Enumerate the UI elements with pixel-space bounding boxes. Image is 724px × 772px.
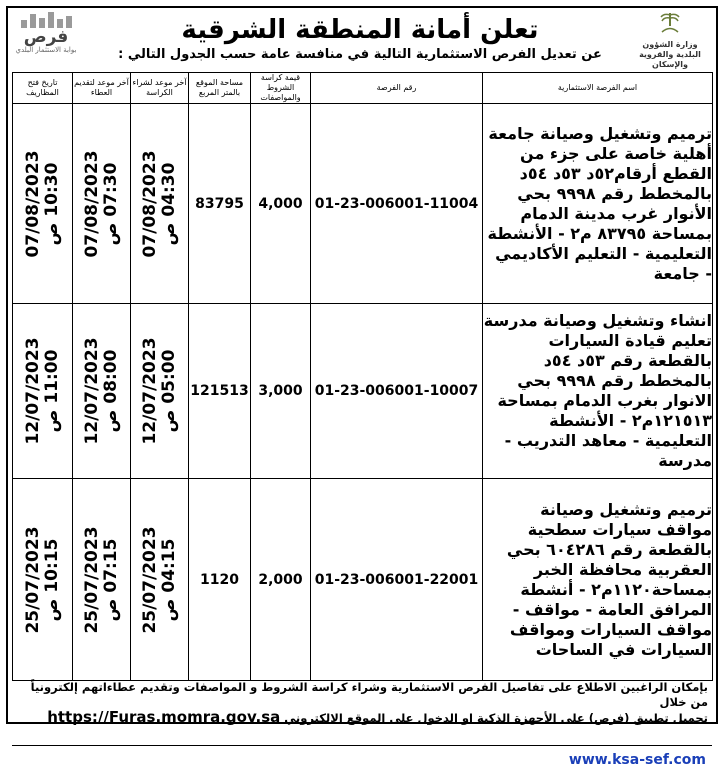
ministry-logo-text: وزارة الشؤون البلدية والقروية والإسكان (639, 40, 701, 69)
table-header-row (13, 73, 713, 104)
table-row (13, 104, 713, 304)
column-header-number: رقم الفرصة (311, 73, 483, 104)
booklet-price: 3,000 (251, 304, 311, 479)
page-subtitle: عن تعديل الفرص الاستثمارية التالية في منافسة عامة حسب الجدول التالي : (118, 47, 602, 62)
column-header-buy-deadline: آخر موعد لشراء الكراسة (131, 73, 189, 104)
submit-deadline-cell (73, 479, 131, 681)
submit-deadline-date: 07/08/2023 (81, 149, 102, 258)
submit-deadline-date: 12/07/2023 (81, 337, 102, 445)
opportunity-number: 01-23-006001-10007 (311, 304, 483, 479)
opening-time: 10:30 ص (41, 162, 62, 245)
buy-deadline-cell (131, 104, 189, 304)
furas-logo-word: فرص (23, 27, 69, 47)
footer-line-1: بإمكان الراغبين الاطلاع على تفاصيل الفرص الاستثمارية وشراء كراسة الشروط و المواصفات وتقديم عطاءاتهم إلكترونياً من خلال (30, 680, 708, 709)
opportunity-number: 01-23-006001-11004 (311, 104, 483, 304)
buy-deadline-date: 25/07/2023 (139, 525, 160, 634)
opening-date: 07/08/2023 (22, 149, 43, 258)
opening-time: 10:15 ص (41, 538, 62, 621)
buy-deadline-time: 04:15 ص (158, 538, 179, 621)
footer-notice (18, 680, 708, 726)
watermark-link[interactable]: www.ksa-sef.com (568, 752, 706, 768)
page-title: تعلن أمانة المنطقة الشرقية (181, 15, 539, 45)
booklet-price: 2,000 (251, 479, 311, 681)
submit-deadline-time: 08:00 ص (100, 349, 121, 433)
furas-website-link[interactable]: https://Furas.momra.gov.sa (47, 708, 281, 726)
submit-deadline-date: 25/07/2023 (81, 525, 102, 634)
column-header-price: قيمة كراسة الشروط والمواصفات (251, 73, 311, 104)
site-area: 1120 (189, 479, 251, 681)
opportunity-number: 01-23-006001-22001 (311, 479, 483, 681)
skyline-icon (12, 12, 80, 28)
ministry-logo (630, 10, 710, 69)
booklet-price: 4,000 (251, 104, 311, 304)
furas-logo (12, 12, 80, 64)
column-header-submit-deadline: آخر موعد لتقديم العطاء (73, 73, 131, 104)
table-row (13, 304, 713, 479)
submit-deadline-time: 07:15 ص (100, 538, 121, 621)
opening-date: 12/07/2023 (22, 337, 43, 445)
opening-date-cell (13, 479, 73, 681)
opening-time: 11:00 ص (41, 349, 62, 433)
buy-deadline-cell (131, 479, 189, 681)
site-area: 83795 (189, 104, 251, 304)
submit-deadline-cell (73, 304, 131, 479)
opportunity-name: انشاء وتشغيل وصيانة مدرسة تعليم قيادة السيارات بالقطعة رقم ٥٣د ٥٤د بالمخطط رقم ٩٩٩٨ بحي الانوار بغرب الدمام بمساحة ١٢١٥١٣م٢ - الأنشطة التعليمية - معاهد التدريب - مدرسة (483, 304, 713, 479)
opportunity-name: ترميم وتشغيل وصيانة مواقف سيارات سطحية بالقطعة رقم ٦٠٤٢٨٦ بحي العقربية محافظة الخبر بمساحة١١٢٠م٢ - أنشطة المرافق العامة - مواقف - مواقف السيارات ومواقف السيارات في الساحات (483, 479, 713, 681)
opening-date: 25/07/2023 (22, 525, 43, 634)
opening-date-cell (13, 104, 73, 304)
site-area: 121513 (189, 304, 251, 479)
submit-deadline-time: 07:30 ص (100, 162, 121, 245)
buy-deadline-cell (131, 304, 189, 479)
furas-logo-subtitle: بوابة الاستثمار البلدي (15, 46, 77, 54)
buy-deadline-date: 07/08/2023 (139, 149, 160, 258)
column-header-name: اسم الفرصة الاستثمارية (483, 73, 713, 104)
buy-deadline-time: 04:30 ص (158, 162, 179, 245)
divider (12, 745, 712, 746)
opportunities-table (12, 72, 713, 681)
palm-swords-icon (657, 10, 683, 36)
buy-deadline-date: 12/07/2023 (139, 337, 160, 445)
buy-deadline-time: 05:00 ص (158, 349, 179, 433)
table-row (13, 479, 713, 681)
footer-line-2: تحميل تطبيق (فرص) على الأجهزة الذكية او الدخول على الموقع الالكتروني (284, 711, 708, 725)
column-header-area: مساحة الموقع بالمتر المربع (189, 73, 251, 104)
opening-date-cell (13, 304, 73, 479)
submit-deadline-cell (73, 104, 131, 304)
opportunity-name: ترميم وتشغيل وصيانة جامعة أهلية خاصة على جزء من القطع أرقام٥٢د ٥٣د ٥٤د بالمخطط رقم ٩٩٩٨ بحي الأنوار غرب مدينة الدمام بمساحة ٨٣٧٩٥ م٢ - الأنشطة التعليمية - التعليم الأكاديمي - جامعة (483, 104, 713, 304)
column-header-opening-date: تاريخ فتح المظاريف (13, 73, 73, 104)
